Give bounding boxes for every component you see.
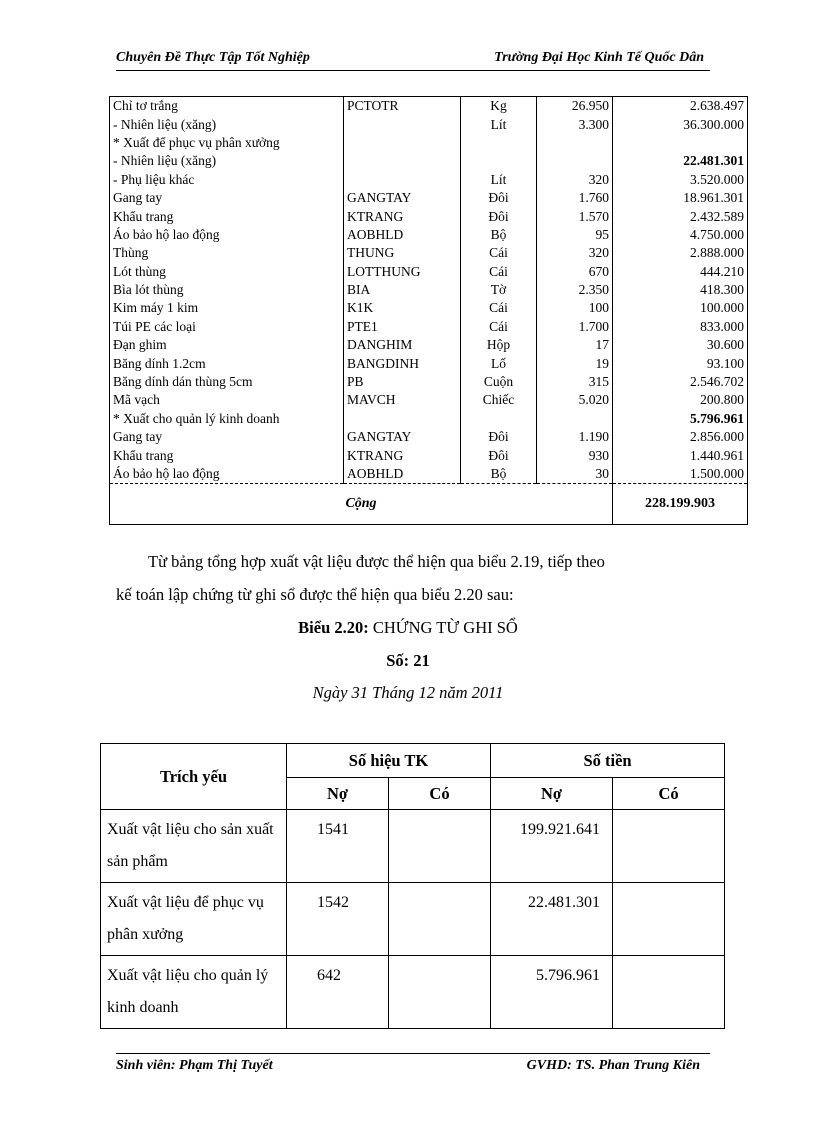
item-quantity [537, 134, 613, 152]
item-unit: Đôi [461, 189, 537, 207]
item-amount: 2.888.000 [613, 244, 748, 262]
item-amount: 2.546.702 [613, 373, 748, 391]
item-code: BIA [344, 281, 461, 299]
item-name: * Xuất cho quản lý kinh doanh [110, 410, 344, 428]
item-code: DANGHIM [344, 336, 461, 354]
table-row [110, 410, 748, 428]
table-row [110, 263, 748, 281]
item-unit: Cái [461, 263, 537, 281]
entry-account-debit: 1542 [287, 883, 389, 956]
item-unit: Cái [461, 318, 537, 336]
item-amount: 418.300 [613, 281, 748, 299]
item-unit: Lít [461, 115, 537, 133]
header-university: Trường Đại Học Kinh Tế Quốc Dân [494, 50, 704, 65]
item-amount [613, 134, 748, 152]
table-row [110, 373, 748, 391]
sub-header-amount-debit: Nợ [491, 778, 613, 810]
item-amount: 5.796.961 [613, 410, 748, 428]
entry-amount-debit: 22.481.301 [491, 883, 613, 956]
item-name: Chỉ tơ trắng [110, 97, 344, 116]
paragraph-line-1: Từ bảng tổng hợp xuất vật liệu được thể hiện qua biểu 2.19, tiếp theo [148, 552, 605, 571]
item-name: Gang tay [110, 189, 344, 207]
item-code [344, 171, 461, 189]
table-row [110, 391, 748, 409]
item-quantity: 1.190 [537, 428, 613, 446]
item-name: Kim máy 1 kim [110, 299, 344, 317]
item-amount: 18.961.301 [613, 189, 748, 207]
item-quantity: 1.700 [537, 318, 613, 336]
footer-student: Sinh viên: Phạm Thị Tuyết [116, 1058, 273, 1073]
item-name: Thùng [110, 244, 344, 262]
item-name: Khẩu trang [110, 207, 344, 225]
table-row [110, 152, 748, 170]
item-quantity: 670 [537, 263, 613, 281]
table-row [110, 446, 748, 464]
item-unit: Cuộn [461, 373, 537, 391]
table-row [110, 336, 748, 354]
table-row [110, 354, 748, 372]
item-quantity [537, 152, 613, 170]
item-name: Băng dính 1.2cm [110, 354, 344, 372]
table-row [110, 226, 748, 244]
sub-header-amount-credit: Có [613, 778, 725, 810]
item-code: PCTOTR [344, 97, 461, 116]
item-amount: 36.300.000 [613, 115, 748, 133]
item-amount: 22.481.301 [613, 152, 748, 170]
item-quantity: 17 [537, 336, 613, 354]
sub-header-account-credit: Có [389, 778, 491, 810]
item-quantity: 100 [537, 299, 613, 317]
entry-description: Xuất vật liệu cho quản lý kinh doanh [101, 956, 287, 1029]
item-code: LOTTHUNG [344, 263, 461, 281]
table-row [110, 207, 748, 225]
table-row [110, 189, 748, 207]
item-quantity: 19 [537, 354, 613, 372]
item-name: Đạn ghim [110, 336, 344, 354]
item-quantity: 5.020 [537, 391, 613, 409]
table-caption [0, 618, 816, 638]
item-code: BANGDINH [344, 354, 461, 372]
item-code [344, 152, 461, 170]
footer-advisor: GVHD: TS. Phan Trung Kiên [526, 1058, 700, 1073]
item-name: Băng dính dán thùng 5cm [110, 373, 344, 391]
item-amount: 2.432.589 [613, 207, 748, 225]
item-amount: 833.000 [613, 318, 748, 336]
header-amount: Số tiền [491, 744, 725, 778]
item-quantity: 2.350 [537, 281, 613, 299]
table-row [110, 299, 748, 317]
page-header [116, 50, 710, 71]
total-amount: 228.199.903 [613, 484, 748, 525]
item-code: GANGTAY [344, 189, 461, 207]
item-unit: Lố [461, 354, 537, 372]
item-unit: Cái [461, 244, 537, 262]
item-code: MAVCH [344, 391, 461, 409]
item-quantity: 320 [537, 244, 613, 262]
item-amount: 2.638.497 [613, 97, 748, 116]
entry-amount-debit: 199.921.641 [491, 810, 613, 883]
item-name: Mã vạch [110, 391, 344, 409]
item-code: GANGTAY [344, 428, 461, 446]
item-name: Khẩu trang [110, 446, 344, 464]
item-name: - Nhiên liệu (xăng) [110, 152, 344, 170]
item-code: KTRANG [344, 446, 461, 464]
item-code [344, 134, 461, 152]
item-code [344, 115, 461, 133]
page-footer [116, 1053, 710, 1074]
item-quantity: 95 [537, 226, 613, 244]
item-unit: Đôi [461, 428, 537, 446]
entry-description: Xuất vật liệu để phục vụ phân xưởng [101, 883, 287, 956]
item-name: Túi PE các loại [110, 318, 344, 336]
item-amount: 444.210 [613, 263, 748, 281]
table-row [110, 318, 748, 336]
item-unit [461, 410, 537, 428]
item-code: KTRANG [344, 207, 461, 225]
item-name: Lót thùng [110, 263, 344, 281]
caption-title: CHỨNG TỪ GHI SỔ [372, 618, 518, 637]
journal-row [101, 810, 725, 883]
journal-row [101, 883, 725, 956]
item-name: - Phụ liệu khác [110, 171, 344, 189]
table-row [110, 428, 748, 446]
item-unit: Cái [461, 299, 537, 317]
entry-amount-credit [613, 810, 725, 883]
item-name: Áo bảo hộ lao động [110, 465, 344, 484]
item-quantity: 1.760 [537, 189, 613, 207]
header-course-title: Chuyên Đề Thực Tập Tốt Nghiệp [116, 50, 310, 65]
journal-row [101, 956, 725, 1029]
item-unit: Hộp [461, 336, 537, 354]
item-unit: Bộ [461, 465, 537, 484]
item-code: AOBHLD [344, 465, 461, 484]
item-code: PTE1 [344, 318, 461, 336]
header-account-number: Số hiệu TK [287, 744, 491, 778]
item-quantity [537, 410, 613, 428]
item-amount: 3.520.000 [613, 171, 748, 189]
item-quantity: 320 [537, 171, 613, 189]
item-unit: Đôi [461, 446, 537, 464]
table-row [110, 115, 748, 133]
item-quantity: 315 [537, 373, 613, 391]
caption-label: Biểu 2.20: [298, 618, 369, 637]
entry-account-credit [389, 956, 491, 1029]
item-amount: 1.440.961 [613, 446, 748, 464]
table-row [110, 171, 748, 189]
header-description: Trích yếu [101, 744, 287, 810]
material-export-table [109, 96, 748, 525]
entry-amount-credit [613, 883, 725, 956]
table-row [110, 244, 748, 262]
table-row [110, 97, 748, 116]
item-name: Bìa lót thùng [110, 281, 344, 299]
item-amount: 4.750.000 [613, 226, 748, 244]
item-code: PB [344, 373, 461, 391]
entry-amount-debit: 5.796.961 [491, 956, 613, 1029]
table-row [110, 465, 748, 484]
item-amount: 93.100 [613, 354, 748, 372]
journal-voucher-table [100, 743, 725, 1029]
table-row [110, 134, 748, 152]
entry-account-credit [389, 883, 491, 956]
item-code: K1K [344, 299, 461, 317]
item-amount: 2.856.000 [613, 428, 748, 446]
item-quantity: 1.570 [537, 207, 613, 225]
item-quantity: 3.300 [537, 115, 613, 133]
item-unit: Kg [461, 97, 537, 116]
item-amount: 30.600 [613, 336, 748, 354]
item-name: Gang tay [110, 428, 344, 446]
entry-description: Xuất vật liệu cho sản xuất sản phẩm [101, 810, 287, 883]
item-unit: Tờ [461, 281, 537, 299]
item-name: - Nhiên liệu (xăng) [110, 115, 344, 133]
item-name: * Xuất để phục vụ phân xưởng [110, 134, 344, 152]
table-row [110, 281, 748, 299]
entry-account-debit: 642 [287, 956, 389, 1029]
entry-account-credit [389, 810, 491, 883]
item-code: AOBHLD [344, 226, 461, 244]
item-name: Áo bảo hộ lao động [110, 226, 344, 244]
total-label: Cộng [110, 484, 613, 525]
item-amount: 200.800 [613, 391, 748, 409]
entry-amount-credit [613, 956, 725, 1029]
item-code: THUNG [344, 244, 461, 262]
total-row [110, 484, 748, 525]
document-number: Số: 21 [386, 651, 430, 670]
item-unit: Đôi [461, 207, 537, 225]
item-unit [461, 152, 537, 170]
item-amount: 1.500.000 [613, 465, 748, 484]
item-unit [461, 134, 537, 152]
item-unit: Lít [461, 171, 537, 189]
sub-header-account-debit: Nợ [287, 778, 389, 810]
document-date: Ngày 31 Tháng 12 năm 2011 [312, 683, 504, 702]
item-unit: Chiếc [461, 391, 537, 409]
paragraph-line-2: kế toán lập chứng từ ghi sổ được thể hiện qua biểu 2.20 sau: [116, 585, 514, 604]
item-amount: 100.000 [613, 299, 748, 317]
item-code [344, 410, 461, 428]
item-unit: Bộ [461, 226, 537, 244]
item-quantity: 26.950 [537, 97, 613, 116]
entry-account-debit: 1541 [287, 810, 389, 883]
item-quantity: 930 [537, 446, 613, 464]
item-quantity: 30 [537, 465, 613, 484]
